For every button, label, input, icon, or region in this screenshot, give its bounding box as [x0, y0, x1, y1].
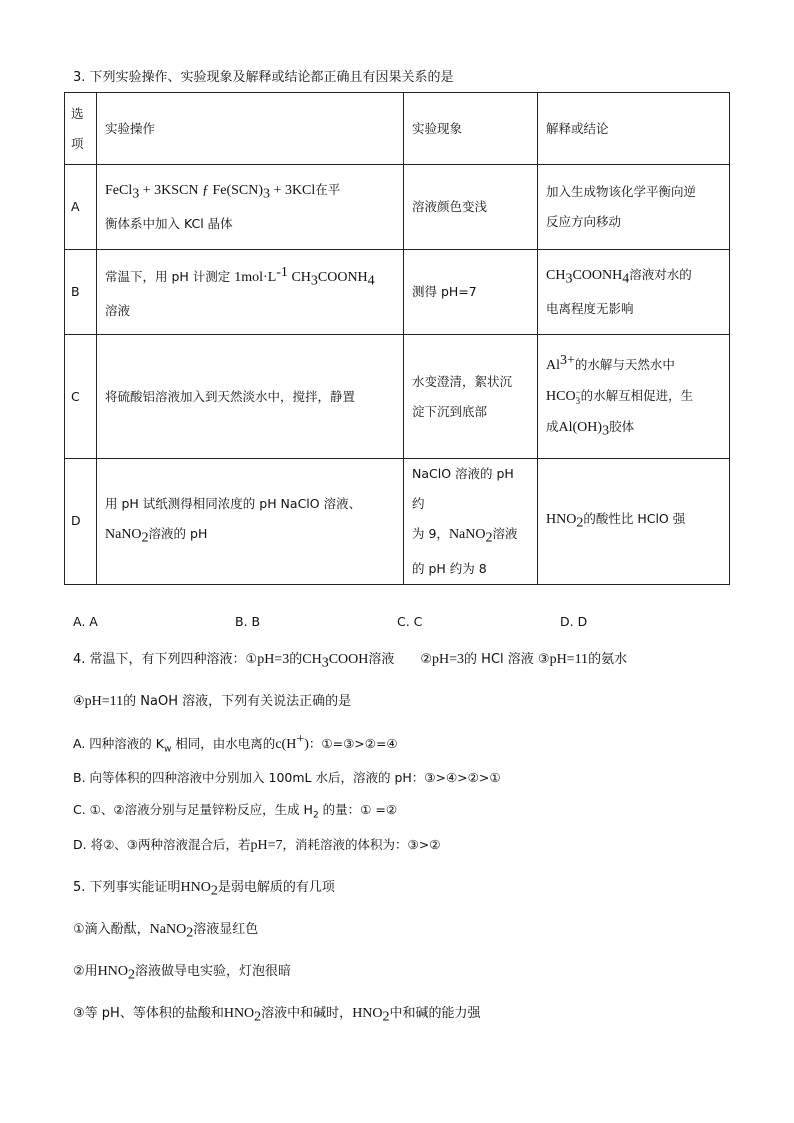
question-3-title: 3. 下列实验操作、实验现象及解释或结论都正确且有因果关系的是: [73, 70, 454, 85]
choice-d[interactable]: D. D: [560, 614, 588, 629]
row-explanation: $CH_3COONH_4$溶液对水的 电离程度无影响: [538, 250, 730, 335]
row-option: B: [65, 250, 97, 335]
table-row-d: [65, 459, 730, 585]
row-option: A: [65, 165, 97, 250]
question-4-stem-line2: ④pH=11的 NaOH 溶液，下列有关说法正确的是: [73, 694, 352, 709]
question-5-item-1: ①滴入酚酞，NaNO$_2$溶液显红色: [73, 922, 259, 941]
question-5-item-2: ②用$HNO_2$溶液做导电实验，灯泡很暗: [73, 964, 292, 983]
question-4-option-c[interactable]: C. ①、②溶液分别与足量锌粉反应，生成 $H_2$ 的量：① =②: [73, 802, 398, 821]
header-operation: 实验操作: [97, 93, 404, 165]
row-phenomenon: NaClO 溶液的 pH 约 为 9，NaNO$_2$溶液 的 pH 约为 8: [404, 459, 538, 585]
row-option: D: [65, 459, 97, 585]
table-row-c: [65, 335, 730, 459]
row-explanation: 加入生成物该化学平衡向逆 反应方向移动: [538, 165, 730, 250]
row-explanation: $HNO_2$的酸性比 HClO 强: [538, 459, 730, 585]
choice-b[interactable]: B. B: [235, 614, 261, 629]
question-5-item-3: ③等 pH、等体积的盐酸和$HNO_2$溶液中和碱时，$HNO_2$中和碱的能力强: [73, 1006, 481, 1025]
row-operation: 用 pH 试纸测得相同浓度的 pH NaClO 溶液、 NaNO$_2$溶液的 pH: [97, 459, 404, 585]
row-operation: 常温下，用 pH 计测定 $1mol\cdot L^{-1}$ $CH_3COONH_4$ 溶液: [97, 250, 404, 335]
row-phenomenon: 测得 pH=7: [404, 250, 538, 335]
row-phenomenon: 水变澄清，絮状沉 淀下沉到底部: [404, 335, 538, 459]
row-explanation: $Al^{3+}$的水解与天然水中 HCO − 3 的水解互相促进，生 成$Al(OH)_3$胶体: [538, 335, 730, 459]
row-operation: 将硫酸铝溶液加入到天然淡水中，搅拌，静置: [97, 335, 404, 459]
row-option: C: [65, 335, 97, 459]
row-phenomenon: 溶液颜色变浅: [404, 165, 538, 250]
question-4-option-b[interactable]: B. 向等体积的四种溶液中分别加入 100mL 水后，溶液的 pH：③>④>②>①: [73, 770, 501, 785]
question-4-stem-line1: 4. 常温下，有下列四种溶液：①pH=3的$CH_3COOH$溶液 ②pH=3的 HCl 溶液 ③pH=11的氨水: [73, 652, 628, 671]
header-option: 选 项: [65, 93, 97, 165]
question-4-option-d[interactable]: D. 将②、③两种溶液混合后，若pH=7，消耗溶液的体积为：③>②: [73, 837, 441, 853]
question-4-option-a[interactable]: A. 四种溶液的 $K_w$ 相同，由水电离的c(H+)：①=③>②=④: [73, 732, 398, 755]
header-explanation: 解释或结论: [538, 93, 730, 165]
question-3-table: [64, 92, 730, 585]
choice-c[interactable]: C. C: [397, 614, 423, 629]
table-row-b: [65, 250, 730, 335]
question-5-title: 5. 下列事实能证明$HNO_2$是弱电解质的有几项: [73, 880, 335, 899]
row-operation: FeCl$_3$ + 3KSCN ƒ $Fe(SCN)_3 + 3KCl$在平 衡体系中加入 KCl 晶体: [97, 165, 404, 250]
table-row-a: [65, 165, 730, 250]
header-phenomenon: 实验现象: [404, 93, 538, 165]
choice-a[interactable]: A. A: [73, 614, 98, 629]
table-header-row: [65, 93, 730, 165]
